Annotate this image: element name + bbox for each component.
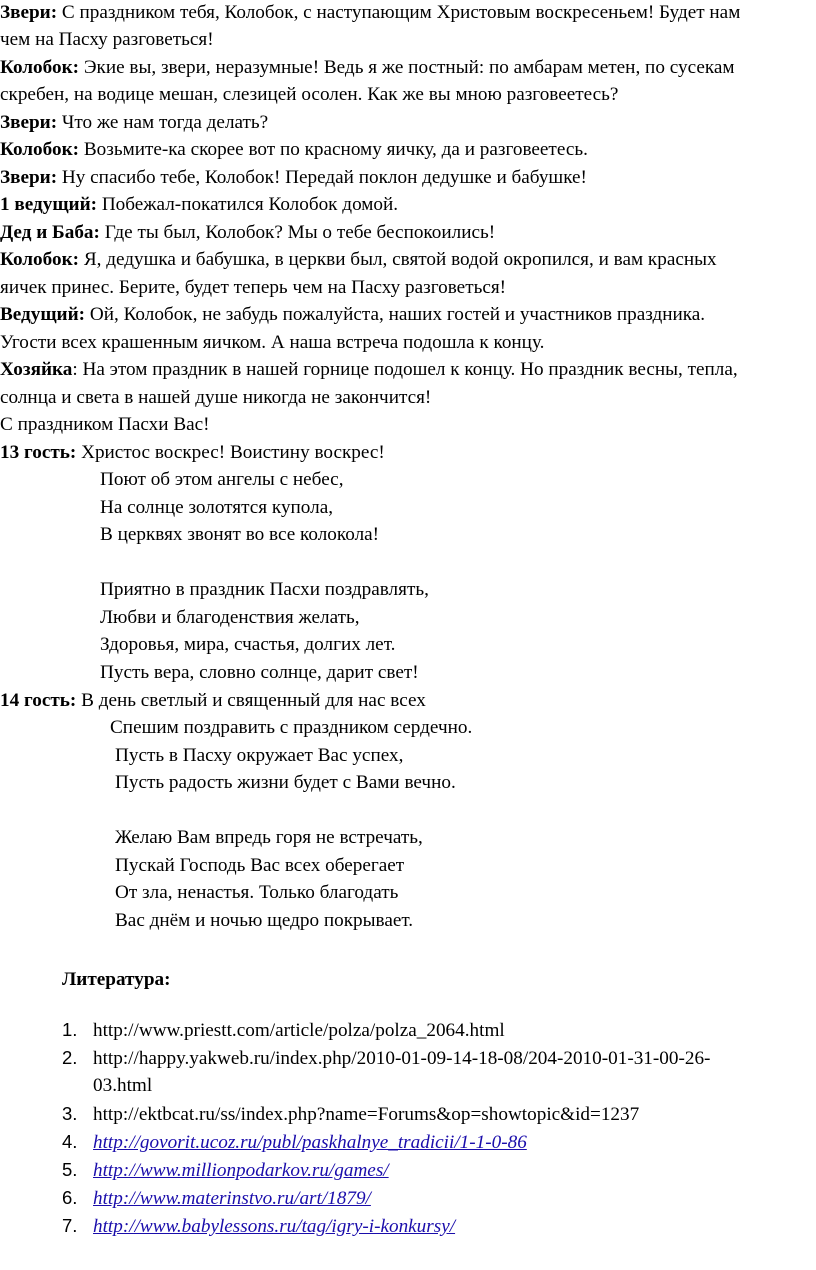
speaker: Звери: (0, 112, 58, 133)
reference-number: 5. (62, 1159, 78, 1180)
reference-link[interactable]: http://www.millionpodarkov.ru/games/ (93, 1160, 389, 1181)
poem-line: От зла, ненастья. Только благодать (115, 882, 399, 903)
speech: Возьмите-ка скорее вот по красному яичку, да и разговеетесь. (79, 139, 588, 160)
reference-item (62, 1017, 505, 1044)
dialogue-line (0, 165, 587, 191)
dialogue-line (0, 220, 495, 246)
speech: С праздником Пасхи Вас! (0, 414, 210, 435)
dialogue-line (0, 0, 740, 26)
reference-url-continuation: 03.html (93, 1075, 153, 1096)
poem-line: Приятно в праздник Пасхи поздравлять, (100, 579, 429, 600)
speech: Экие вы, звери, неразумные! Ведь я же постный: по амбарам метен, по сусекам (79, 57, 735, 78)
dialogue-line (0, 82, 618, 108)
reference-url: http://www.priestt.com/article/polza/polza_2064.html (93, 1020, 505, 1041)
speech: Угости всех крашенным яичком. А наша встреча подошла к концу. (0, 332, 545, 353)
reference-url: http://ektbcat.ru/ss/index.php?name=Forums&op=showtopic&id=1237 (93, 1104, 640, 1125)
speaker: 1 ведущий: (0, 194, 98, 215)
speaker: Звери: (0, 2, 58, 23)
poem-line: Пусть радость жизни будет с Вами вечно. (115, 772, 456, 793)
reference-item (62, 1129, 527, 1156)
reference-number: 2. (62, 1047, 78, 1068)
dialogue-line (0, 55, 735, 81)
speech: С праздником тебя, Колобок, с наступающим Христовым воскресеньем! Будет нам (57, 2, 741, 23)
dialogue-line (0, 247, 717, 273)
dialogue-line (0, 385, 431, 411)
speaker: Колобок: (0, 57, 80, 78)
speech: В день светлый и священный для нас всех (76, 690, 426, 711)
dialogue-line (0, 688, 426, 714)
dialogue-line (0, 192, 398, 218)
reference-number: 4. (62, 1131, 78, 1152)
dialogue-line (0, 412, 210, 438)
poem-line: Поют об этом ангелы с небес, (100, 469, 344, 490)
poem-line: Пусть в Пасху окружает Вас успех, (115, 745, 404, 766)
speaker: Звери: (0, 167, 58, 188)
speech: Ну спасибо тебе, Колобок! Передай поклон дедушке и бабушке! (57, 167, 587, 188)
speech: : На этом праздник в нашей горнице подошел к концу. Но праздник весны, тепла, (72, 359, 738, 380)
dialogue-line (0, 110, 268, 136)
speaker: Колобок: (0, 139, 80, 160)
dialogue-line (0, 357, 738, 383)
speech: Ой, Колобок, не забудь пожалуйста, наших гостей и участников праздника. (85, 304, 706, 325)
speech: Что же нам тогда делать? (57, 112, 269, 133)
poem-line: Любви и благоденствия желать, (100, 607, 360, 628)
literature-title: Литература: (62, 969, 171, 990)
reference-item (62, 1185, 371, 1212)
speech: Христос воскрес! Воистину воскрес! (76, 442, 385, 463)
reference-item (62, 1045, 710, 1072)
poem-line: Вас днём и ночью щедро покрывает. (115, 910, 414, 931)
speech: яичек принес. Берите, будет теперь чем на Пасху разговеться! (0, 277, 507, 298)
reference-number: 3. (62, 1103, 78, 1124)
speech: чем на Пасху разговеться! (0, 29, 214, 50)
speaker: 14 гость: (0, 690, 77, 711)
reference-item (62, 1213, 455, 1240)
speaker: Дед и Баба: (0, 222, 100, 243)
speech: Побежал-покатился Колобок домой. (97, 194, 399, 215)
reference-item (62, 1157, 389, 1184)
dialogue-line (0, 440, 385, 466)
speaker: Ведущий: (0, 304, 86, 325)
poem-line: Пускай Господь Вас всех оберегает (115, 855, 405, 876)
speaker: 13 гость: (0, 442, 77, 463)
reference-link[interactable]: http://www.materinstvo.ru/art/1879/ (93, 1188, 371, 1209)
speech: Где ты был, Колобок? Мы о тебе беспокоились! (99, 222, 496, 243)
speech: скребен, на водице мешан, слезицей осолен. Как же вы мною разговеетесь? (0, 84, 619, 105)
speech: солнца и света в нашей душе никогда не закончится! (0, 387, 432, 408)
dialogue-line (0, 275, 506, 301)
poem-line: Спешим поздравить с праздником сердечно. (110, 717, 473, 738)
dialogue-line (0, 137, 588, 163)
speech: Я, дедушка и бабушка, в церкви был, святой водой окропился, и вам красных (79, 249, 717, 270)
poem-line: Здоровья, мира, счастья, долгих лет. (100, 634, 396, 655)
reference-number: 1. (62, 1019, 78, 1040)
reference-number: 6. (62, 1187, 78, 1208)
poem-line: Пусть вера, словно солнце, дарит свет! (100, 662, 419, 683)
dialogue-line (0, 302, 705, 328)
dialogue-line (0, 27, 214, 53)
poem-line: Желаю Вам впредь горя не встречать, (115, 827, 423, 848)
reference-link[interactable]: http://govorit.ucoz.ru/publ/paskhalnye_tradicii/1-1-0-86 (93, 1132, 527, 1153)
poem-line: В церквях звонят во все колокола! (100, 524, 380, 545)
speaker: Хозяйка (0, 359, 73, 380)
reference-number: 7. (62, 1215, 78, 1236)
reference-url: http://happy.yakweb.ru/index.php/2010-01-09-14-18-08/204-2010-01-31-00-26- (93, 1048, 711, 1069)
dialogue-line (0, 330, 544, 356)
poem-line: На солнце золотятся купола, (100, 497, 334, 518)
reference-item (62, 1101, 639, 1128)
reference-link[interactable]: http://www.babylessons.ru/tag/igry-i-konkursy/ (93, 1216, 456, 1237)
speaker: Колобок: (0, 249, 80, 270)
